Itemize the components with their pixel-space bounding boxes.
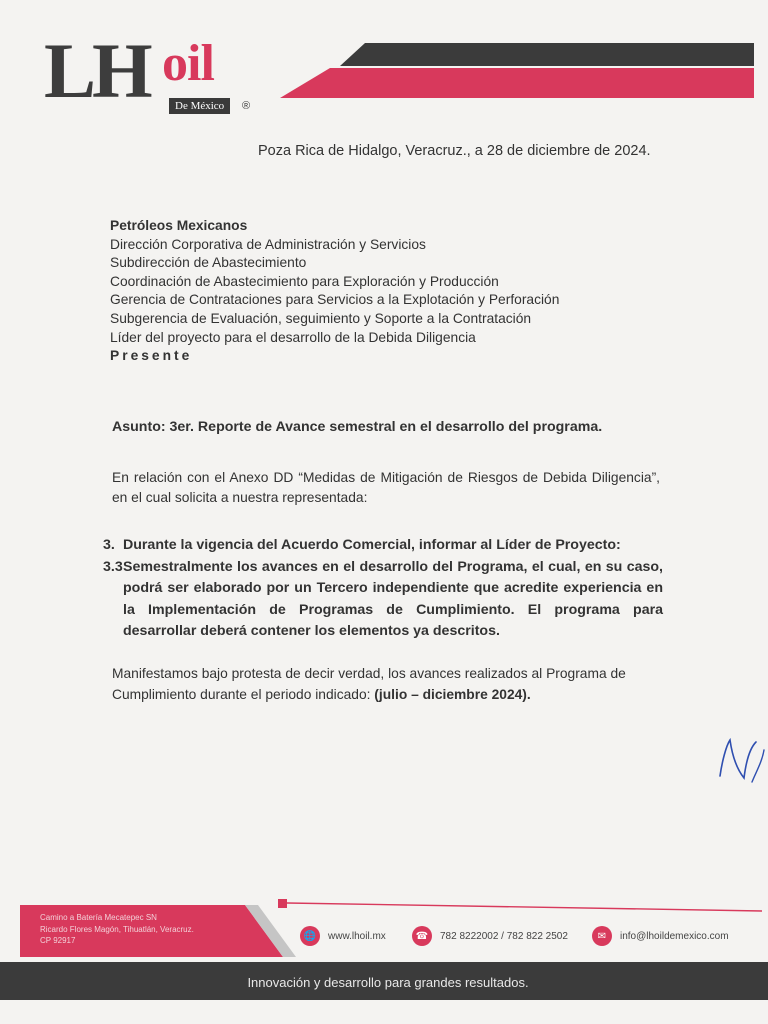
recipient-org: Petróleos Mexicanos <box>110 218 248 233</box>
subject-line: Asunto: 3er. Reporte de Avance semestral en el desarrollo del programa. <box>112 419 603 435</box>
recipient-line: Gerencia de Contrataciones para Servicios a la Explotación y Perforación <box>110 292 560 308</box>
letter-date: Poza Rica de Hidalgo, Veracruz., a 28 de diciembre de 2024. <box>258 143 651 159</box>
list-item-text: Durante la vigencia del Acuerdo Comercial, informar al Líder de Proyecto: <box>123 537 621 553</box>
email-text: info@lhoildemexico.com <box>620 930 729 942</box>
phone-text: 782 8222002 / 782 822 2502 <box>440 930 568 942</box>
globe-icon: 🌐 <box>300 926 320 946</box>
list-item-number: 3. <box>103 537 115 553</box>
list-item <box>103 557 663 643</box>
list-item-number: 3.3 <box>103 558 123 575</box>
list-item <box>103 535 663 557</box>
recipient-line: Subdirección de Abastecimiento <box>110 255 307 271</box>
presente-label: Presente <box>110 348 193 364</box>
recipient-line: Dirección Corporativa de Administración y Servicios <box>110 236 426 252</box>
recipient-line: Líder del proyecto para el desarrollo de la Debida Diligencia <box>110 329 476 345</box>
intro-paragraph: En relación con el Anexo DD “Medidas de Mitigación de Riesgos de Debida Diligencia”, en el cual solicita a nuestra representada: <box>112 470 660 505</box>
logo-oil-text: oil <box>162 35 214 92</box>
address-line: Ricardo Flores Magón, Tihuatlán, Veracruz. <box>40 924 194 934</box>
requirements-list <box>103 535 663 643</box>
recipient-block <box>110 217 559 366</box>
footer-email[interactable] <box>592 926 729 946</box>
header-bars <box>270 40 760 104</box>
recipient-line: Subgerencia de Evaluación, seguimiento y Soporte a la Contratación <box>110 310 532 326</box>
company-logo <box>44 27 274 122</box>
footer-tagline: Innovación y desarrollo para grandes resultados. <box>247 975 529 990</box>
website-text: www.lhoil.mx <box>328 930 386 942</box>
handwritten-initials <box>710 732 768 792</box>
footer-address <box>40 912 194 947</box>
logo-lh-text: LH <box>44 27 149 114</box>
phone-icon: ☎ <box>412 926 432 946</box>
footer-phone[interactable] <box>412 926 568 946</box>
list-item-text: Semestralmente los avances en el desarrollo del Programa, el cual, en su caso, podrá ser elaborado por un Tercero independiente que acredite experiencia en la Implementación de Programas de Cumplimiento. El programa para desarrollar deberá contener los elementos ya descritos. <box>123 558 663 639</box>
registered-mark: ® <box>242 100 251 112</box>
address-line: CP 92917 <box>40 936 76 945</box>
address-line: Camino a Batería Mecatepec SN <box>40 913 157 922</box>
logo-subtitle: De México <box>169 98 230 114</box>
closing-paragraph <box>112 664 664 705</box>
footer-website[interactable] <box>300 926 386 946</box>
recipient-line: Coordinación de Abastecimiento para Exploración y Producción <box>110 273 499 289</box>
mail-icon: ✉ <box>592 926 612 946</box>
closing-text: Manifestamos bajo protesta de decir verdad, los avances realizados al Programa de Cumplimiento durante el periodo indicado: <box>112 666 626 702</box>
reporting-period: (julio – diciembre 2024). <box>374 686 531 702</box>
